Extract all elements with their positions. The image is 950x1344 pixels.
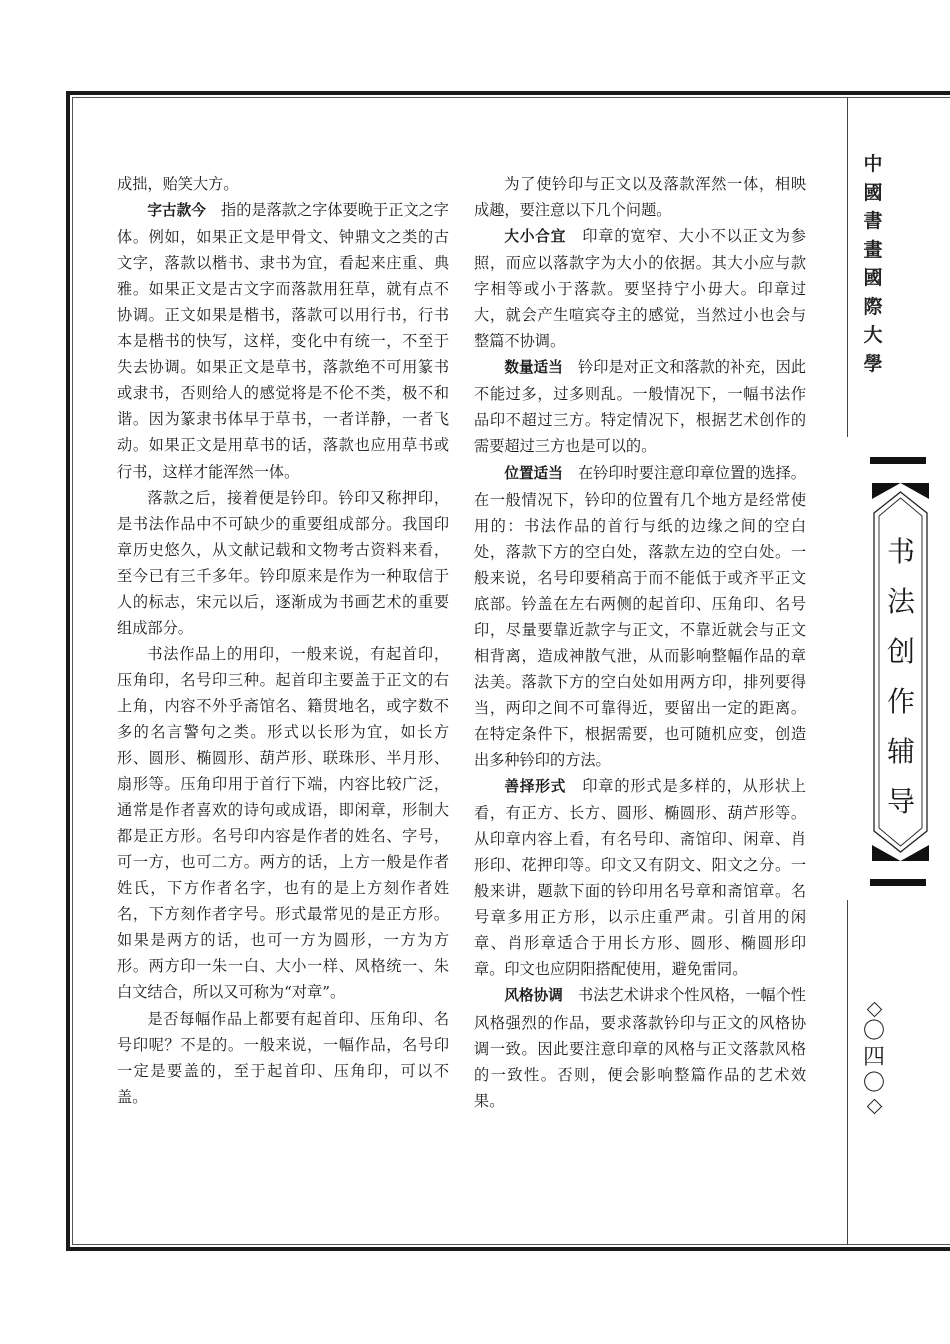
banner-top-bar [870, 457, 926, 464]
org-char: 國 [863, 267, 883, 289]
paragraph-heading: 字古款今 [147, 202, 206, 220]
section-char: 作 [886, 685, 915, 718]
paragraph-heading: 大小合宜 [504, 228, 567, 246]
paragraph [474, 354, 806, 459]
plaque-top-cap [872, 483, 929, 499]
diamond-icon [866, 1099, 882, 1115]
paragraph: 为了使钤印与正文以及落款浑然一体，相映成趣，要注意以下几个问题。 [474, 175, 806, 220]
diamond-icon [866, 1002, 882, 1018]
sidebar-divider-top [847, 97, 848, 437]
page-digit: 四 [862, 1045, 885, 1070]
paragraph: 落款之后，接着便是钤印。钤印又称押印，是书法作品中不可缺少的重要组成部分。我国印章历史悠久，从文献记载和文物考古资料来看，至今已有三千多年。钤印原来是作为一种取信于人的标志，宋元以后，逐渐成为书画艺术的重要组成部分。 [117, 488, 449, 637]
paragraph-body: 钤印是对正文和落款的补充，因此不能过多，过多则乱。一般情况下，一幅书法作品印不超过三方。特定情况下，根据艺术创作的需要超过三方也是可以的。 [474, 358, 806, 456]
paragraph: 成拙，贻笑大方。 [117, 175, 239, 193]
paragraph [474, 982, 806, 1113]
section-char: 辅 [886, 735, 915, 768]
paragraph-heading: 风格协调 [504, 987, 563, 1005]
org-char: 學 [863, 352, 883, 375]
sidebar-divider-bottom [847, 900, 848, 1245]
left-text-column [117, 171, 449, 1110]
org-char: 際 [863, 295, 883, 318]
paragraph: 是否每幅作品上都要有起首印、压角印、名号印呢？不是的。一般来说，一幅作品，名号印一定是要盖的，至于起首印、压角印，可以不盖。 [117, 1009, 449, 1106]
section-title [880, 527, 922, 827]
paragraph [474, 773, 806, 982]
paragraph: 书法作品上的用印，一般来说，有起首印，压角印，名号印三种。起首印主要盖于正文的右上角，内容不外乎斋馆名、籍贯地名，或字数不多的名言警句之类。形式以长形为宜，如长方形、圆形、椭圆形、葫芦形、联珠形、半月形、扇形等。压角印用于首行下端，内容比较广泛，通常是作者喜欢的诗句或成语，即闲章，形制大都是正方形。名号印内容是作者的姓名、字号，可一方，也可二方。两方的话，上方一般是作者姓氏，下方作者名字，也有的是上方刻作者姓名，下方刻作者字号。形式最常见的是正方形。如果是两方的话，也可一方为圆形，一方为方形。两方印一朱一白、大小一样、风格统一、朱白文结合，所以又可称为“对章”。 [117, 644, 449, 1002]
paragraph-body: 指的是落款之字体要晚于正文之字体。例如，如果正文是甲骨文、钟鼎文之类的古文字，落款以楷书、隶书为宜，看起来庄重、典雅。如果正文是古文字而落款用狂草，就有点不协调。正文如果是楷书，落款可以用行书，行书本是楷书的快写，这样，变化中有统一，不至于失去协调。如果正文是草书，落款绝不可用篆书或隶书，否则给人的感觉将是不伦不类，极不和谐。因为篆隶书体早于草书，一者详静，一者飞动。如果正文是用草书的话，落款也应用草书或行书，这样才能浑然一体。 [117, 201, 449, 481]
paragraph [474, 223, 806, 354]
paragraph [474, 460, 806, 774]
org-char: 畫 [863, 238, 883, 261]
banner-bottom-bar [870, 879, 926, 886]
right-text-column [474, 171, 806, 1114]
paragraph-heading: 位置适当 [504, 464, 563, 482]
paragraph-body: 印章的形式是多样的，从形状上看，有正方、长方、圆形、椭圆形、葫芦形等。从印章内容上看，有名号印、斋馆印、闲章、肖形印、花押印等。印文又有阴文、阳文之分。一般来讲，题款下面的钤印用名号章和斋馆章。名号章多用正方形，以示庄重严肃。引首用的闲章、肖形章适合于用长方形、圆形、椭圆形印章。印文也应阴阳搭配使用，避免雷同。 [474, 777, 806, 979]
paragraph-heading: 善择形式 [504, 778, 567, 796]
section-char: 导 [886, 785, 915, 818]
org-char: 大 [863, 324, 883, 346]
page-digit: 〇 [862, 1019, 885, 1044]
org-char: 國 [863, 181, 883, 204]
org-char: 書 [863, 210, 883, 232]
page-digit: 〇 [862, 1071, 885, 1096]
paragraph-heading: 数量适当 [504, 359, 563, 377]
org-char: 中 [863, 153, 883, 175]
section-char: 创 [886, 635, 915, 668]
paragraph [117, 197, 449, 485]
paragraph-body: 书法艺术讲求个性风格，一幅个性风格强烈的作品，要求落款钤印与正文的风格协调一致。因此要注意印章的风格与正文落款风格的一致性。否则，便会影响整篇作品的艺术效果。 [474, 986, 806, 1110]
paragraph-body: 在钤印时要注意印章位置的选择。在一般情况下，钤印的位置有几个地方是经常使用的：书法作品的首行与纸的边缘之间的空白处，落款下方的空白处，落款左边的空白处。一般来说，名号印要稍高于而不能低于或齐平正文底部。钤盖在左右两侧的起首印、压角印、名号印，尽量要靠近款字与正文，不靠近就会与正文相背离，造成神散气泄，从而影响整幅作品的章法美。落款下方的空白处如用两方印，排列要得当，两印之间不可靠得近，要留出一定的距离。在特定条件下，根据需要，也可随机应变，创造出多种钤印的方法。 [474, 463, 806, 770]
paragraph-body: 印章的宽窄、大小不以正文为参照，而应以落款字为大小的依据。其大小应与款字相等或小于落款。要坚持宁小毋大。印章过大，就会产生喧宾夺主的感觉，当然过小也会与整篇不协调。 [474, 227, 806, 351]
section-char: 书 [886, 535, 915, 568]
university-name [858, 150, 888, 378]
plaque-bottom-cap [872, 845, 929, 861]
section-char: 法 [886, 585, 915, 618]
page-number [860, 1000, 888, 1116]
